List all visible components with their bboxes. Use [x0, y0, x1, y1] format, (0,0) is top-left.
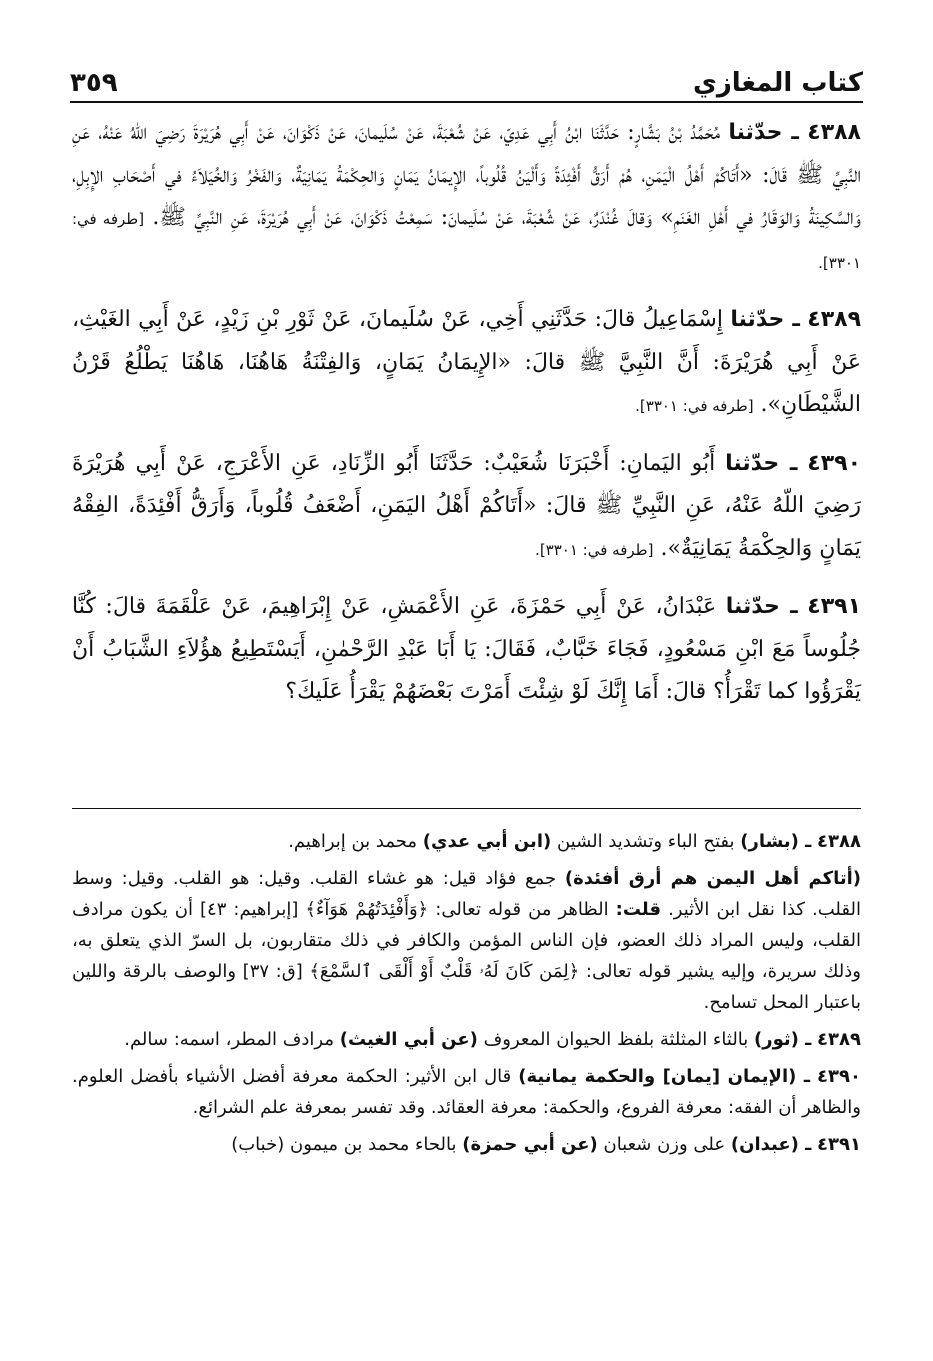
hadith-4388: ٤٣٨٨ ـ حدّثنا مُحَمَّدُ بْنُ بَشَّارٍ: حَدَّثَنَا ابْنُ أَبِي عَدِيّ، عَنْ شُعْبَةَ، عَنْ سُلَيمانَ، عَنْ ذَكْوَانَ، عَنْ أَبِي هُرَيْرَةَ رَضِيَ اللّهُ عَنْهُ، عَنِ النَّبِيِّ ﷺ قَالَ: «أَتَاكُمْ أَهْلُ الْيَمَنِ، هُمْ أَرَقُّ أَفْئِدَةً وَأَلْيَنُ قُلُوباً، الإِيمَانُ يَمَانٍ وَالحِكْمَةُ يَمَانِيَةٌ، وَالفَخْرُ وَالخُيَلاَءُ في أَصْحَابِ الإِبِلِ، وَالسَّكِينَةُ وَالوَقَارُ في أَهْلِ الغَنَمِ» وَقالَ غُنْدَرٌ، عَنْ شُعْبَةَ، عَنْ سُلَيمانَ: سَمِعْتُ ذَكْوَانَ، عَنْ أَبِي هُرَيْرَةَ، عَنِ النَّبِيِّ ﷺ. [طرفه في: ٣٣٠١]. — [72, 120, 861, 272]
page-number: ٣٥٩ — [70, 68, 118, 98]
note-text: الظاهر من قوله تعالى: ﴿وَأَفْئِدَتُهُمْ هَوَآءٌ﴾ [إبراهيم: ٤٣] أن يكون مرادف القلب، وليس المراد ذلك العضو، فإن الناس المؤمن والكافر في ذلك متقاربون، بل السرّ الذي يتعلق به، وذلك سريرة، وإليه يشير قوله تعالى: ﴿لِمَن كَانَ لَهُۥ قَلْبٌ أَوْ أَلْقَى ٱلسَّمْعَ﴾ [ق: ٣٧] والوصف بالرقة واللين باعتبار المحل تسامح. — [72, 899, 861, 1013]
footnote-separator — [72, 808, 861, 809]
note-headword: (عن أبي الغيث) — [339, 1029, 478, 1050]
hadith-4390: ٤٣٩٠ ـ حدّثنا أَبُو اليَمانِ: أَخْبَرَنَا شُعَيْبٌ: حَدَّثَنَا أَبُو الزِّنَادِ، عَنِ الأَعْرَجِ، عَنْ أَبِي هُرَيْرَةَ رَضِيَ اللّهُ عَنْهُ، عَنِ النَّبِيِّ ﷺ قالَ: «أَتَاكُمْ أَهْلُ اليَمَنِ، أَضْعَفُ قُلُوباً، وَأَرَقُّ أَفْئِدَةً، الفِقْهُ يَمَانٍ وَالحِكْمَةُ يَمَانِيَةٌ». [طرفه في: ٣٣٠١]. — [72, 450, 862, 561]
note-headword: قلت: — [615, 899, 662, 920]
commentary-block — [72, 826, 861, 1166]
hadith-number: ٤٣٨٩ — [807, 307, 862, 332]
note-4389: ٤٣٨٩ ـ (ثور) بالثاء المثلثة بلفظ الحيوان المعروف (عن أبي الغيث) مرادف المطر، اسمه: سالم. — [124, 1029, 861, 1050]
hadith-body: عَبْدَانُ، عَنْ أَبِي حَمْزَةَ، عَنِ الأَعْمَشِ، عَنْ إِبْرَاهِيمَ، عَنْ عَلْقَمَةَ قالَ: كُنَّا جُلُوساً مَعَ ابْنِ مَسْعُودٍ، فَجَاءَ خَبَّابٌ، فَقَالَ: يَا أَبَا عَبْدِ الرَّحْمٰنِ، أَيَسْتَطِيعُ هؤُلاَءِ الشَّبَابُ أَنْ يَقْرَؤُوا كما تَقْرَأُ؟ قالَ: أَمَا إِنَّكَ لَوْ شِئْتَ أَمَرْتَ بَعْضَهُمْ يَقْرَأُ عَلَيكَ؟ — [72, 594, 861, 704]
hadith-lead: حدّثنا — [725, 594, 780, 619]
note-headword: (بشار) — [740, 831, 799, 852]
hadith-number: ٤٣٨٨ — [807, 120, 861, 145]
note-headword: (عبدان) — [730, 1134, 799, 1155]
note-4388: ٤٣٨٨ ـ (بشار) بفتح الباء وتشديد الشين (ابن أبي عدي) محمد بن إبراهيم. — [288, 831, 861, 852]
hadith-body: إِسْمَاعِيلُ قالَ: حَدَّثَنِي أَخِي، عَنْ سُلَيمانَ، عَنْ ثَوْرِ بْنِ زَيْدٍ، عَنْ أَبِي الغَيْثِ، عَنْ أَبِي هُرَيْرَةَ: أَنَّ النَّبِيَّ ﷺ قالَ: «الإِيمَانُ يَمَانٍ، وَالفِتْنَةُ هَاهُنَا، هَاهُنَا يَطْلُعُ قَرْنُ الشَّيْطَانِ». — [72, 307, 861, 417]
note-headword: (عن أبي حمزة) — [462, 1134, 598, 1155]
note-headword: (أتاكم أهل اليمن هم أرق أفئدة) — [564, 868, 861, 889]
note-text: على وزن شعبان — [603, 1134, 726, 1155]
note-4390: ٤٣٩٠ ـ (الإيمان [يمان] والحكمة يمانية) قال ابن الأثير: الحكمة معرفة أفضل الأشياء بأفضل العلوم. والظاهر أن الفقه: معرفة الفروع، والحكمة: معرفة العقائد. وقد تفسر بمعرفة علم الشرائع. — [72, 1066, 861, 1118]
note-text: بالحاء محمد بن ميمون (خباب) — [231, 1134, 457, 1155]
note-text: محمد بن إبراهيم. — [288, 831, 418, 852]
note-text: مرادف المطر، اسمه: سالم. — [124, 1029, 335, 1050]
hadith-body: مُحَمَّدُ بْنُ بَشَّارٍ: حَدَّثَنَا ابْنُ أَبِي عَدِيّ، عَنْ شُعْبَةَ، عَنْ سُلَيمانَ، عَنْ ذَكْوَانَ، عَنْ أَبِي هُرَيْرَةَ رَضِيَ اللّهُ عَنْهُ، عَنِ النَّبِيِّ ﷺ قَالَ: «أَتَاكُمْ أَهْلُ الْيَمَنِ، هُمْ أَرَقُّ أَفْئِدَةً وَأَلْيَنُ قُلُوباً، الإِيمَانُ يَمَانٍ وَالحِكْمَةُ يَمَانِيَةٌ، وَالفَخْرُ وَالخُيَلاَءُ في أَصْحَابِ الإِبِلِ، وَالسَّكِينَةُ وَالوَقَارُ في أَهْلِ الغَنَمِ» وَقالَ غُنْدَرٌ، عَنْ شُعْبَةَ، عَنْ سُلَيمانَ: سَمِعْتُ ذَكْوَانَ، عَنْ أَبِي هُرَيْرَةَ، عَنِ النَّبِيِّ ﷺ. — [72, 120, 861, 230]
note-text: بفتح الباء وتشديد الشين — [556, 831, 735, 852]
note-4391: ٤٣٩١ ـ (عبدان) على وزن شعبان (عن أبي حمزة) بالحاء محمد بن ميمون (خباب) — [231, 1134, 861, 1155]
hadith-lead: حدّثنا — [725, 450, 780, 476]
running-header — [70, 52, 863, 98]
note-number: ٤٣٨٩ — [817, 1029, 861, 1050]
note-number: ٤٣٩١ — [817, 1134, 861, 1155]
note-number: ٤٣٨٨ — [817, 831, 861, 852]
header-rule — [70, 101, 863, 103]
note-text: قال ابن الأثير: الحكمة معرفة أفضل الأشياء بأفضل العلوم. والظاهر أن الفقه: معرفة الفروع، والحكمة: معرفة العقائد. وقد تفسر بمعرفة علم الشرائع. — [72, 1066, 861, 1118]
hadith-body: أَبُو اليَمانِ: أَخْبَرَنَا شُعَيْبٌ: حَدَّثَنَا أَبُو الزِّنَادِ، عَنِ الأَعْرَجِ، عَنْ أَبِي هُرَيْرَةَ رَضِيَ اللّهُ عَنْهُ، عَنِ النَّبِيِّ ﷺ قالَ: «أَتَاكُمْ أَهْلُ اليَمَنِ، أَضْعَفُ قُلُوباً، وَأَرَقُّ أَفْئِدَةً، الفِقْهُ يَمَانٍ وَالحِكْمَةُ يَمَانِيَةٌ». — [72, 450, 861, 561]
hadith-text-block — [72, 112, 861, 729]
cross-reference: [طرفه في: ٣٣٠١]. — [72, 210, 861, 272]
hadith-4391: ٤٣٩١ ـ حدّثنا عَبْدَانُ، عَنْ أَبِي حَمْزَةَ، عَنِ الأَعْمَشِ، عَنْ إِبْرَاهِيمَ، عَنْ عَلْقَمَةَ قالَ: كُنَّا جُلُوساً مَعَ ابْنِ مَسْعُودٍ، فَجَاءَ خَبَّابٌ، فَقَالَ: يَا أَبَا عَبْدِ الرَّحْمٰنِ، أَيَسْتَطِيعُ هؤُلاَءِ الشَّبَابُ أَنْ يَقْرَؤُوا كما تَقْرَأُ؟ قالَ: أَمَا إِنَّكَ لَوْ شِئْتَ أَمَرْتَ بَعْضَهُمْ يَقْرَأُ عَلَيكَ؟ — [72, 594, 861, 704]
note-text: جمع فؤاد قيل: هو غشاء القلب. وقيل: هو القلب. وقيل: وسط القلب. كذا نقل ابن الأثير. — [72, 868, 861, 920]
note-headword: (الإيمان [يمان] والحكمة يمانية) — [518, 1066, 797, 1087]
cross-reference: [طرفه في: ٣٣٠١]. — [635, 397, 754, 415]
note-4388-continued — [72, 863, 861, 1018]
note-headword: (ثور) — [754, 1029, 799, 1050]
note-number: ٤٣٩٠ — [817, 1066, 861, 1087]
hadith-number: ٤٣٩٠ — [807, 450, 862, 476]
note-headword: (ابن أبي عدي) — [422, 831, 552, 852]
hadith-lead: حدّثنا — [728, 120, 783, 145]
hadith-4389: ٤٣٨٩ ـ حدّثنا إِسْمَاعِيلُ قالَ: حَدَّثَنِي أَخِي، عَنْ سُلَيمانَ، عَنْ ثَوْرِ بْنِ زَيْدٍ، عَنْ أَبِي الغَيْثِ، عَنْ أَبِي هُرَيْرَةَ: أَنَّ النَّبِيَّ ﷺ قالَ: «الإِيمَانُ يَمَانٍ، وَالفِتْنَةُ هَاهُنَا، هَاهُنَا يَطْلُعُ قَرْنُ الشَّيْطَانِ». [طرفه في: ٣٣٠١]. — [72, 307, 862, 417]
hadith-lead: حدّثنا — [730, 307, 785, 332]
note-text: بالثاء المثلثة بلفظ الحيوان المعروف — [483, 1029, 749, 1050]
cross-reference: [طرفه في: ٣٣٠١]. — [535, 540, 654, 559]
hadith-number: ٤٣٩١ — [807, 594, 861, 619]
book-title: كتاب المغازي — [692, 68, 863, 98]
